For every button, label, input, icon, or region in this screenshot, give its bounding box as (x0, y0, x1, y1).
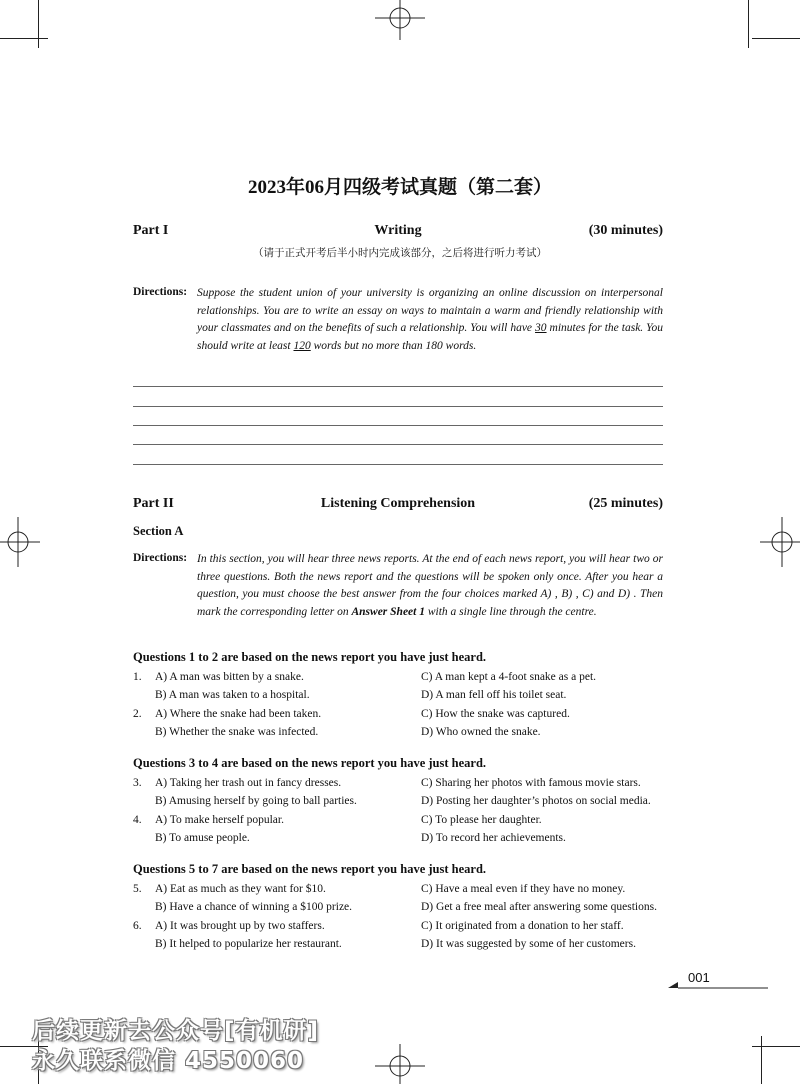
words-underline: 120 (293, 339, 311, 352)
option-b: B) Amusing herself by going to ball parties. (155, 795, 357, 807)
question-number: 5. (133, 883, 142, 895)
option-b: B) A man was taken to a hospital. (155, 689, 310, 701)
part1-label: Part I (133, 223, 169, 238)
option-d: D) To record her achievements. (421, 832, 566, 844)
part1-name: Writing (374, 223, 422, 238)
option-c: C) It originated from a donation to her staff. (421, 920, 624, 932)
part1-directions-label: Directions: (133, 286, 188, 298)
option-d: D) It was suggested by some of her customers. (421, 938, 636, 950)
section-a-heading: Section A (133, 524, 184, 538)
question-number: 1. (133, 671, 142, 683)
option-b: B) To amuse people. (155, 832, 250, 844)
page-number-rule (668, 980, 768, 990)
question-number: 4. (133, 814, 142, 826)
part2-directions-label: Directions: (133, 552, 188, 564)
registration-mark-right (760, 512, 800, 572)
part2-time: (25 minutes) (588, 496, 663, 511)
option-b: B) Whether the snake was infected. (155, 726, 319, 738)
option-a: A) Where the snake had been taken. (155, 708, 322, 720)
part1-note: （请于正式开考后半小时内完成该部分，之后将进行听力考试） (253, 248, 547, 259)
registration-mark-bottom (370, 1044, 430, 1084)
part2-directions: In this section, you will hear three news reports. At the end of each news report, you will hear two or three questions. Both the news report and the questions will be spoken only once. After you hear a question, you must choose the best answer from the four choices marked A) , B) , C) and D) . Then mark the corresponding letter on Answer Sheet 1 with a single line through the centre. (197, 553, 663, 618)
part1-directions: Suppose the student union of your university is organizing an online discussion on interpersonal relationships. You are to write an essay on ways to maintain a warm and friendly relationship with your classmates and on the benefits of such a relationship. You will have 30 minutes for the task. You should write at least 120 words but no more than 180 words. (197, 287, 664, 352)
option-d: D) A man fell off his toilet seat. (421, 689, 567, 701)
page-title: 2023年06月四级考试真题（第二套） (247, 177, 552, 198)
option-d: D) Get a free meal after answering some questions. (421, 901, 657, 913)
page-number: 001 (688, 970, 710, 985)
option-d: D) Posting her daughter’s photos on social media. (421, 795, 651, 807)
option-a: A) It was brought up by two staffers. (155, 920, 325, 932)
group-1-heading: Questions 1 to 2 are based on the news report you have just heard. (133, 650, 487, 664)
option-d: D) Who owned the snake. (421, 726, 541, 738)
option-c: C) Have a meal even if they have no money. (421, 883, 626, 895)
registration-mark-top (370, 0, 430, 40)
minutes-underline: 30 (535, 322, 547, 335)
option-b: B) It helped to popularize her restaurant. (155, 938, 342, 950)
option-c: C) How the snake was captured. (421, 708, 570, 720)
option-a: A) Eat as much as they want for $10. (155, 883, 326, 895)
part2-name: Listening Comprehension (320, 496, 476, 511)
group-2-heading: Questions 3 to 4 are based on the news report you have just heard. (133, 756, 487, 770)
option-a: A) A man was bitten by a snake. (155, 671, 304, 683)
watermark-line-2: 永久联系微信 4550060 (32, 1048, 305, 1074)
part1-time: (30 minutes) (588, 223, 663, 238)
watermark-line-1: 后续更新去公众号[有机研] (32, 1018, 320, 1044)
option-c: C) Sharing her photos with famous movie stars. (421, 777, 641, 789)
option-c: C) To please her daughter. (421, 814, 542, 826)
question-number: 2. (133, 708, 142, 720)
part2-label: Part II (133, 496, 174, 511)
question-number: 6. (133, 920, 142, 932)
registration-mark-left (0, 512, 40, 572)
option-b: B) Have a chance of winning a $100 prize. (155, 901, 353, 913)
group-3-heading: Questions 5 to 7 are based on the news report you have just heard. (133, 862, 487, 876)
answer-sheet-emphasis: Answer Sheet 1 (351, 605, 425, 618)
option-a: A) Taking her trash out in fancy dresses. (155, 777, 342, 789)
option-a: A) To make herself popular. (155, 814, 284, 826)
option-c: C) A man kept a 4-foot snake as a pet. (421, 671, 597, 683)
question-number: 3. (133, 777, 142, 789)
